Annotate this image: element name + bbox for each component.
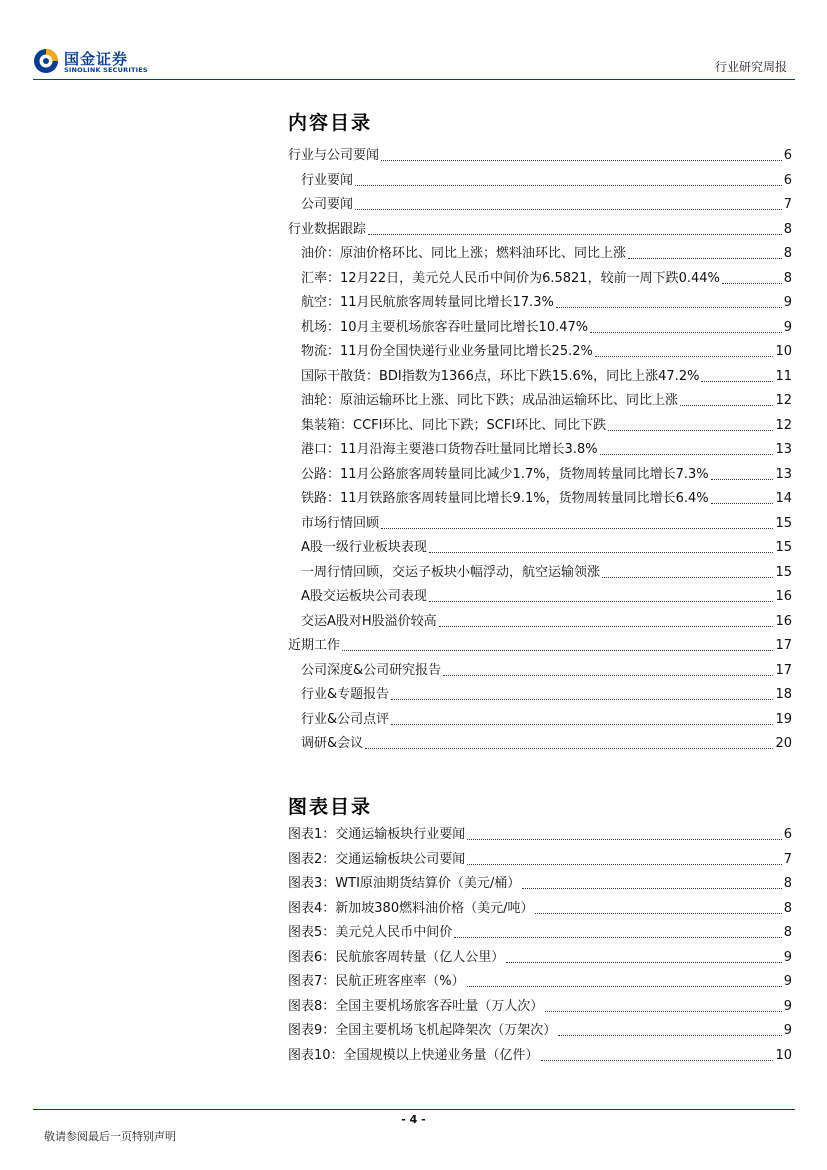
- toc-entry-label: 图表3：WTI原油期货结算价（美元/桶）: [288, 876, 521, 891]
- toc-leader-dots: [545, 1011, 781, 1012]
- toc-leader-dots: [381, 160, 782, 161]
- toc-entry-page: 15: [775, 540, 792, 555]
- toc-entry-label: 市场行情回顾: [301, 515, 380, 531]
- toc-entry-label: 图表6：民航旅客周转量（亿人公里）: [288, 949, 505, 965]
- toc-entry-label: 一周行情回顾，交运子板块小幅浮动，航空运输领涨: [301, 564, 601, 580]
- toc-entry[interactable]: [288, 848, 792, 868]
- toc-entry-label: 港口：11月沿海主要港口货物吞吐量同比增长3.8%: [301, 442, 598, 457]
- toc-leader-dots: [535, 913, 781, 914]
- page-number: - 4 -: [401, 1113, 426, 1126]
- toc-entry-page: 8: [783, 270, 792, 286]
- toc-leader-dots: [600, 454, 774, 455]
- toc-leader-dots: [454, 937, 781, 938]
- toc-entry-page: 9: [783, 949, 792, 965]
- toc-entry-label: 铁路：11月铁路旅客周转量同比增长9.1%，货物周转量同比增长6.4%: [301, 491, 709, 506]
- logo-english-name: SINOLINK SECURITIES: [64, 66, 148, 74]
- toc-entry-page: 8: [783, 876, 792, 891]
- toc-entry-label: 公路：11月公路旅客周转量同比减少1.7%，货物周转量同比增长7.3%: [301, 466, 709, 482]
- toc-leader-dots: [443, 675, 773, 676]
- toc-entry-label: 图表8：全国主要机场旅客吞吐量（万人次）: [288, 998, 544, 1014]
- toc-entry-page: 6: [783, 148, 792, 163]
- toc-leader-dots: [558, 1035, 781, 1036]
- toc-leader-dots: [590, 332, 782, 333]
- toc-entry-page: 10: [775, 344, 792, 359]
- toc-entry-page: 9: [783, 319, 792, 335]
- company-logo: [33, 45, 158, 77]
- toc-leader-dots: [628, 258, 782, 259]
- toc-leader-dots: [467, 864, 781, 865]
- toc-leader-dots: [368, 234, 782, 235]
- contents-title: 内容目录: [288, 112, 373, 134]
- toc-entry-page: 6: [783, 172, 792, 188]
- toc-entry-page: 15: [775, 564, 792, 580]
- toc-entry-page: 17: [775, 638, 792, 653]
- toc-entry-label: 汇率：12月22日，美元兑人民币中间价为6.5821，较前一周下跌0.44%: [301, 270, 720, 286]
- toc-leader-dots: [391, 724, 773, 725]
- toc-entry[interactable]: [301, 242, 792, 262]
- toc-entry-label: 国际干散货：BDI指数为1366点，环比下跌15.6%，同比上涨47.2%: [301, 368, 700, 384]
- toc-entry-label: 机场：10月主要机场旅客吞吐量同比增长10.47%: [301, 319, 589, 335]
- toc-entry-page: 7: [783, 197, 792, 212]
- toc-entry-page: 16: [775, 589, 792, 604]
- toc-entry[interactable]: [301, 536, 792, 556]
- toc-entry-page: 7: [783, 851, 792, 867]
- toc-leader-dots: [506, 962, 781, 963]
- toc-entry-page: 13: [775, 442, 792, 457]
- toc-entry-label: 图表4：新加坡380燃料油价格（美元/吨）: [288, 900, 534, 916]
- toc-entry-label: 近期工作: [288, 638, 341, 653]
- toc-leader-dots: [391, 699, 773, 700]
- page-header: [0, 0, 827, 80]
- toc-entry[interactable]: [301, 561, 792, 581]
- toc-entry-page: 9: [783, 295, 792, 310]
- disclaimer-note: 敬请参阅最后一页特别声明: [44, 1130, 176, 1143]
- toc-leader-dots: [342, 650, 773, 651]
- toc-leader-dots: [608, 430, 773, 431]
- toc-entry[interactable]: [288, 995, 792, 1015]
- toc-entry-label: 油轮：原油运输环比上涨、同比下跌；成品油运输环比、同比上涨: [301, 393, 679, 408]
- toc-entry-label: 行业&公司点评: [301, 711, 390, 727]
- toc-entry-page: 9: [783, 974, 792, 989]
- toc-entry-page: 9: [783, 1023, 792, 1038]
- toc-entry-label: 物流：11月份全国快递行业业务量同比增长25.2%: [301, 344, 593, 359]
- toc-entry-label: 图表7：民航正班客座率（%）: [288, 974, 465, 989]
- toc-leader-dots: [711, 479, 774, 480]
- toc-entry-label: 图表5：美元兑人民币中间价: [288, 925, 453, 940]
- toc-leader-dots: [722, 283, 782, 284]
- logo-chinese-name: 国金证券: [64, 50, 129, 68]
- toc-entry-page: 12: [775, 417, 792, 433]
- toc-entry[interactable]: [301, 585, 792, 605]
- toc-entry-page: 10: [775, 1047, 792, 1063]
- toc-leader-dots: [541, 1060, 774, 1061]
- header-divider: [33, 79, 795, 80]
- toc-entry-label: A股一级行业板块表现: [301, 540, 427, 555]
- toc-entry-page: 8: [783, 925, 792, 940]
- toc-entry-label: A股交运板块公司表现: [301, 589, 427, 604]
- toc-entry-label: 调研&会议: [301, 736, 364, 751]
- toc-leader-dots: [365, 748, 773, 749]
- toc-entry-label: 行业要闻: [301, 172, 354, 188]
- toc-entry-page: 14: [775, 491, 792, 506]
- toc-entry-page: 9: [783, 998, 792, 1014]
- toc-leader-dots: [355, 209, 782, 210]
- toc-entry-label: 行业数据跟踪: [288, 221, 367, 237]
- footer-divider: [33, 1109, 795, 1110]
- toc-entry[interactable]: [301, 365, 792, 385]
- toc-entry[interactable]: [301, 169, 792, 189]
- toc-leader-dots: [381, 528, 773, 529]
- toc-entry-label: 图表9：全国主要机场飞机起降架次（万架次）: [288, 1023, 557, 1038]
- toc-entry[interactable]: [301, 708, 792, 728]
- toc-entry[interactable]: [288, 946, 792, 966]
- toc-entry[interactable]: [288, 823, 792, 843]
- toc-entry-label: 图表2：交通运输板块公司要闻: [288, 851, 466, 867]
- report-type: 行业研究周报: [714, 60, 787, 74]
- toc-entry-page: 18: [775, 687, 792, 702]
- toc-leader-dots: [711, 503, 774, 504]
- toc-entry[interactable]: [301, 610, 792, 630]
- toc-entry-page: 20: [775, 736, 792, 751]
- toc-entry[interactable]: [288, 970, 792, 990]
- toc-entry-label: 图表10：全国规模以上快递业务量（亿件）: [288, 1047, 539, 1063]
- toc-leader-dots: [680, 405, 773, 406]
- toc-entry[interactable]: [301, 732, 792, 752]
- toc-entry[interactable]: [301, 659, 792, 679]
- toc-entry-page: 16: [775, 613, 792, 629]
- toc-entry[interactable]: [301, 438, 792, 458]
- toc-leader-dots: [467, 839, 781, 840]
- toc-entry[interactable]: [301, 316, 792, 336]
- toc-entry-page: 17: [775, 662, 792, 678]
- toc-entry-label: 集装箱：CCFI环比、同比下跌；SCFI环比、同比下跌: [301, 417, 607, 433]
- toc-entry-page: 19: [775, 711, 792, 727]
- sinolink-logo-icon: [33, 48, 59, 74]
- toc-entry[interactable]: [301, 487, 792, 507]
- toc-entry[interactable]: [288, 144, 792, 164]
- toc-leader-dots: [602, 577, 773, 578]
- toc-entry-label: 行业与公司要闻: [288, 148, 380, 163]
- toc-entry-label: 图表1：交通运输板块行业要闻: [288, 827, 466, 842]
- toc-entry[interactable]: [301, 683, 792, 703]
- toc-entry-label: 行业&专题报告: [301, 687, 390, 702]
- toc-leader-dots: [595, 356, 774, 357]
- toc-leader-dots: [701, 381, 773, 382]
- toc-entry-label: 公司深度&公司研究报告: [301, 662, 442, 678]
- toc-entry[interactable]: [301, 291, 792, 311]
- toc-entry[interactable]: [301, 389, 792, 409]
- toc-entry[interactable]: [288, 872, 792, 892]
- toc-entry[interactable]: [288, 634, 792, 654]
- toc-entry-page: 13: [775, 466, 792, 482]
- toc-entry[interactable]: [288, 921, 792, 941]
- toc-entry[interactable]: [301, 463, 792, 483]
- toc-leader-dots: [556, 307, 782, 308]
- toc-entry[interactable]: [288, 218, 792, 238]
- toc-entry-page: 8: [783, 246, 792, 261]
- toc-entry-label: 交运A股对H股溢价较高: [301, 613, 437, 629]
- toc-leader-dots: [467, 986, 782, 987]
- toc-entry[interactable]: [301, 193, 792, 213]
- toc-leader-dots: [522, 888, 781, 889]
- toc-leader-dots: [429, 552, 774, 553]
- toc-entry[interactable]: [301, 340, 792, 360]
- figures-title: 图表目录: [288, 796, 373, 818]
- toc-entry-page: 11: [775, 368, 792, 384]
- toc-leader-dots: [429, 601, 774, 602]
- toc-entry[interactable]: [301, 267, 792, 287]
- toc-entry[interactable]: [301, 414, 792, 434]
- toc-entry[interactable]: [301, 512, 792, 532]
- toc-entry[interactable]: [288, 897, 792, 917]
- toc-entry-label: 油价：原油价格环比、同比上涨；燃料油环比、同比上涨: [301, 246, 627, 261]
- toc-entry-label: 公司要闻: [301, 197, 354, 212]
- toc-entry-page: 8: [783, 221, 792, 237]
- toc-leader-dots: [355, 185, 782, 186]
- toc-entry[interactable]: [288, 1044, 792, 1064]
- toc-entry-page: 6: [783, 827, 792, 842]
- toc-entry[interactable]: [288, 1019, 792, 1039]
- toc-entry-page: 12: [775, 393, 792, 408]
- toc-entry-page: 15: [775, 515, 792, 531]
- toc-entry-label: 航空：11月民航旅客周转量同比增长17.3%: [301, 295, 554, 310]
- toc-entry-page: 8: [783, 900, 792, 916]
- toc-leader-dots: [439, 626, 774, 627]
